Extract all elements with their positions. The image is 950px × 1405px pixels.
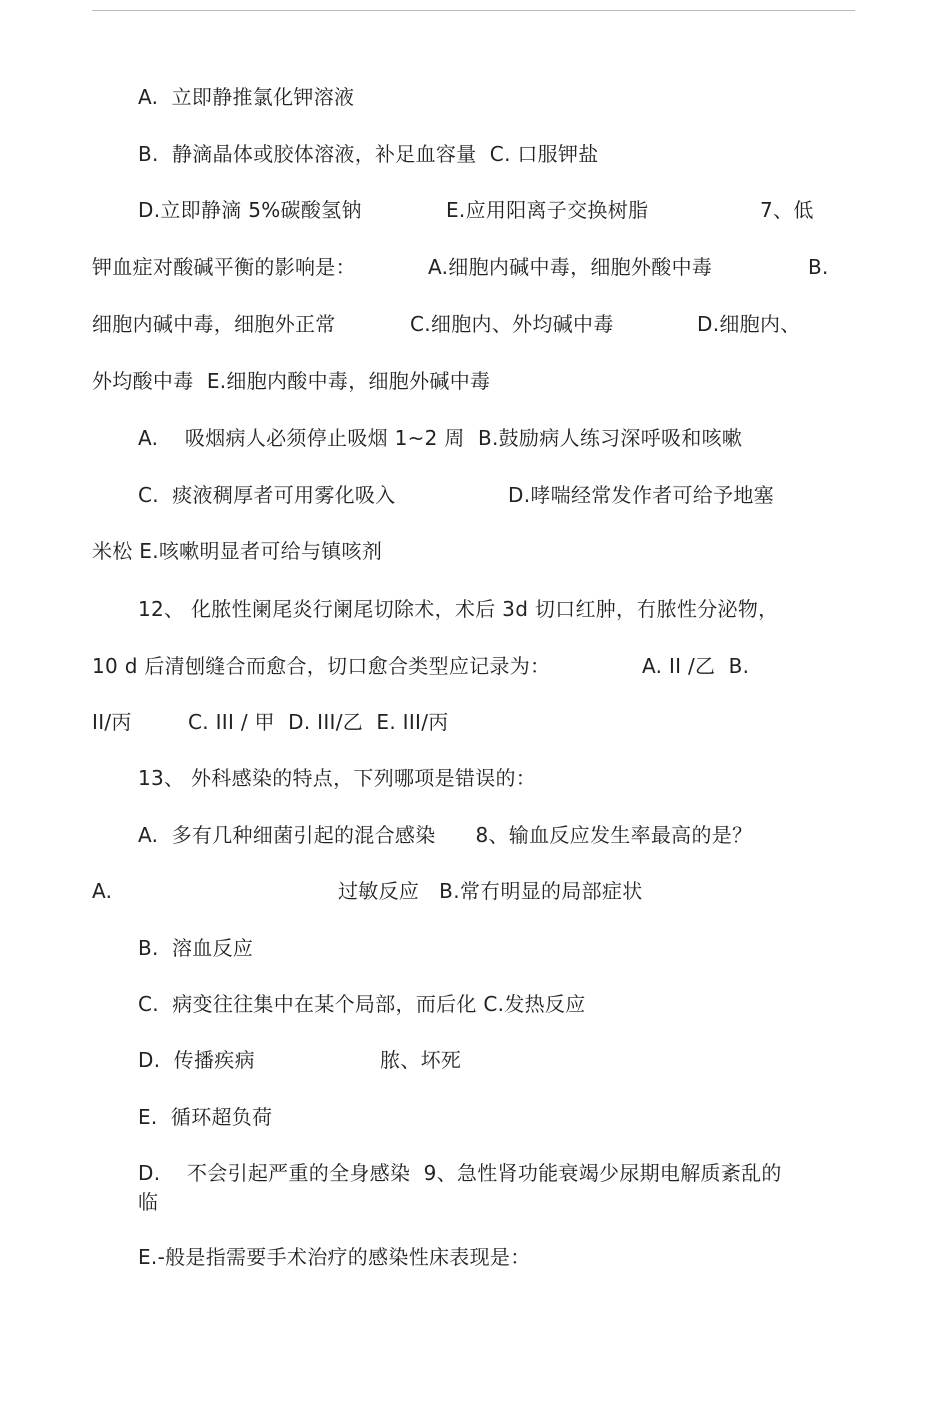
text-line: 外均酸中毒 E.细胞内酸中毒，细胞外碱中毒 bbox=[92, 369, 491, 393]
text-line: D.哮喘经常发作者可给予地塞 bbox=[508, 483, 774, 507]
text-line: C. 痰液稠厚者可用雾化吸入 bbox=[138, 483, 396, 507]
text-line: 钾血症对酸碱平衡的影响是： bbox=[92, 255, 356, 279]
text-line: A. II /乙 B. bbox=[642, 654, 750, 678]
text-line: 过敏反应 B.常冇明显的局部症状 bbox=[338, 879, 643, 903]
text-line: 细胞内碱中毒，细胞外正常 bbox=[92, 312, 336, 336]
header-divider bbox=[92, 10, 855, 11]
text-line: 10 d 后清刨缝合而愈合，切口愈合类型应记录为： bbox=[92, 654, 551, 678]
text-line: A. 吸烟病人必须停止吸烟 1~2 周 B.鼓励病人练习深呼吸和咳嗽 bbox=[138, 426, 743, 450]
text-line: E.-般是指需要手术治疗的感染性床表现是： bbox=[138, 1245, 531, 1269]
text-line: C. III / 甲 D. III/乙 E. III/丙 bbox=[188, 710, 449, 734]
text-line: A.细胞内碱中毒，细胞外酸中毒 bbox=[428, 255, 713, 279]
text-line: B. 溶血反应 bbox=[138, 936, 254, 960]
text-line: 临 bbox=[138, 1190, 159, 1214]
text-line: D.立即静滴 5%碳酸氢钠 bbox=[138, 198, 362, 222]
text-line: D. 不会引起严重的全身感染 9、急性肾功能衰竭少尿期电解质紊乱的 bbox=[138, 1161, 782, 1185]
text-line: E. 循环超负荷 bbox=[138, 1105, 273, 1129]
text-line: 12、 化脓性阑尾炎行阑尾切除术，术后 3d 切口红肿，冇脓性分泌物， bbox=[138, 597, 779, 621]
text-line: II/丙 bbox=[92, 710, 132, 734]
text-line: C.细胞内、外均碱中毒 bbox=[410, 312, 614, 336]
text-line: 脓、坏死 bbox=[380, 1048, 462, 1072]
text-line: A. 多有几种细菌引起的混合感染 8、输血反应发生率最高的是？ bbox=[138, 823, 753, 847]
text-line: E.应用阳离子交换树脂 bbox=[446, 198, 649, 222]
text-line: B. 静滴晶体或胶体溶液，补足血容量 C. 口服钾盐 bbox=[138, 142, 599, 166]
text-line: A. 立即静推氯化钾溶液 bbox=[138, 85, 355, 109]
text-line: 13、 外科感染的特点，下列哪项是错误的： bbox=[138, 766, 537, 790]
text-line: B. bbox=[808, 255, 829, 279]
text-line: D.细胞内、 bbox=[697, 312, 801, 336]
text-line: 7、低 bbox=[760, 198, 814, 222]
text-line: C. 病变往往集中在某个局部，而后化 C.发热反应 bbox=[138, 992, 586, 1016]
text-line: D. 传播疾病 bbox=[138, 1048, 255, 1072]
text-line: 米松 E.咳嗽明显者可给与镇咳剂 bbox=[92, 539, 383, 563]
text-line: A. bbox=[92, 879, 113, 903]
